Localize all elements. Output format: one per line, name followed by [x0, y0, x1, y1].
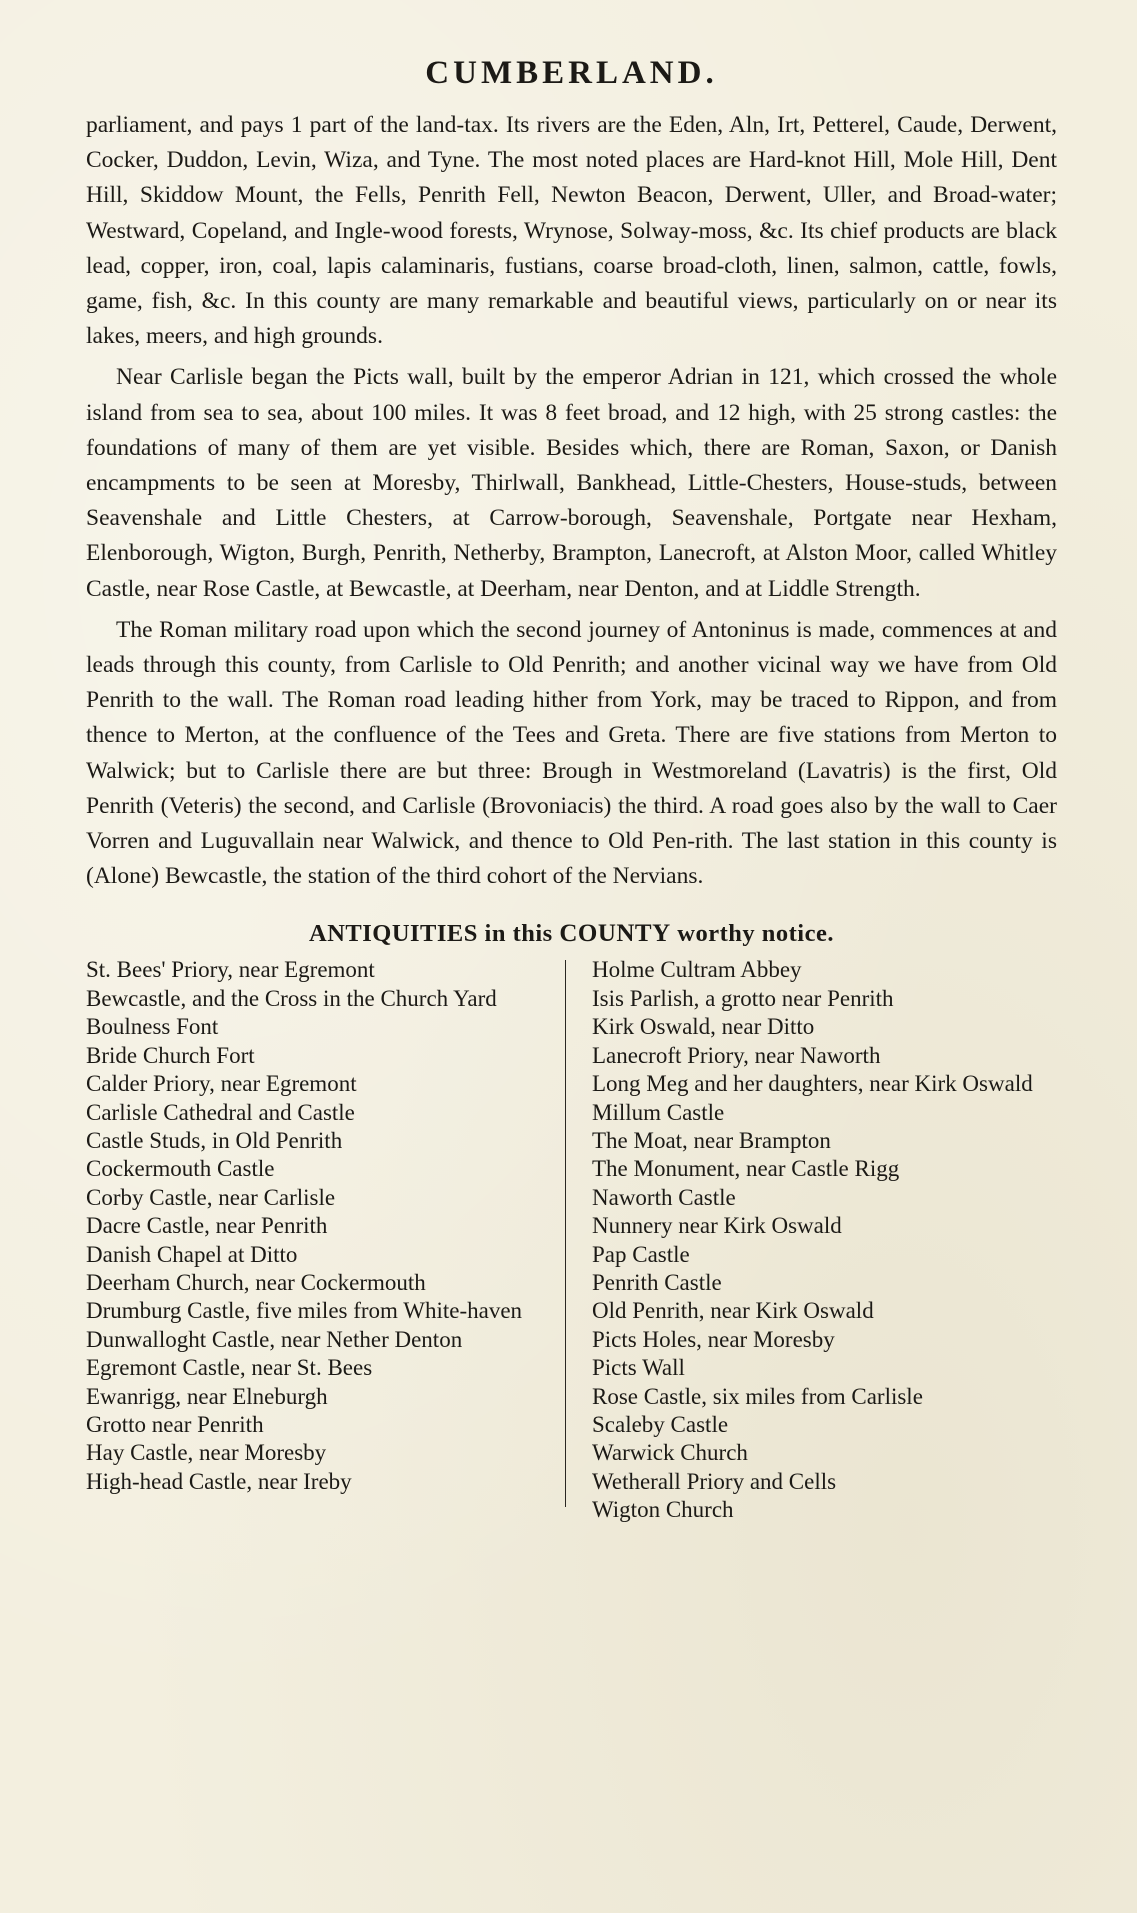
list-item: Bride Church Fort [86, 1042, 255, 1068]
list-item: Calder Priory, near Egremont [86, 1071, 357, 1097]
list-item: Kirk Oswald, near Ditto [592, 1014, 815, 1040]
list-item: Picts Holes, near Moresby [592, 1326, 835, 1352]
list-item: The Moat, near Brampton [592, 1127, 831, 1153]
paragraph: parliament, and pays 1 part of the land-tax. Its rivers are the Eden, Aln, Irt, Petterel, Caude, Derwent, Cocker, Duddon, Levin, Wiza, and Tyne. The most noted places are Hard-knot Hill, Mole Hill, Dent Hill, Skiddow Mount, the Fells, Penrith Fell, Newton Beacon, Derwent, Uller, and Broad-water; Westward, Copeland, and Ingle-wood forests, Wrynose, Solway-moss, &c. Its chief products are black lead, copper, iron, coal, lapis calaminaris, fustians, coarse broad-cloth, linen, salmon, cattle, fowls, game, fish, &c. In this county are many remarkable and beautiful views, particularly on or near its lakes, meers, and high grounds. [86, 112, 1057, 350]
list-item: Lanecroft Priory, near Naworth [592, 1042, 881, 1068]
list-item: Carlisle Cathedral and Castle [86, 1099, 355, 1125]
list-item: Egremont Castle, near St. Bees [86, 1355, 373, 1381]
list-item: Naworth Castle [592, 1184, 736, 1210]
list-item: Holme Cultram Abbey [592, 957, 802, 983]
list-item: Dunwalloght Castle, near Nether Denton [86, 1326, 463, 1352]
antiquities-heading-caps: COUNTY [559, 920, 671, 948]
list-item: High-head Castle, near Ireby [86, 1468, 352, 1494]
antiquities-columns [86, 956, 1057, 1524]
list-item: Pap Castle [592, 1241, 690, 1267]
list-item: Corby Castle, near Carlisle [86, 1184, 336, 1210]
list-item: Long Meg and her daughters, near Kirk Oswald [592, 1071, 1033, 1097]
list-item: Warwick Church [592, 1440, 748, 1466]
antiquities-heading-pre: ANTIQUITIES in this [309, 920, 560, 948]
list-item: Millum Castle [592, 1099, 725, 1125]
list-item: Hay Castle, near Moresby [86, 1440, 327, 1466]
list-item: Isis Parlish, a grotto near Penrith [592, 985, 894, 1011]
list-item: Cockermouth Castle [86, 1156, 275, 1182]
list-item: Picts Wall [592, 1355, 685, 1381]
list-item: Boulness Font [86, 1014, 219, 1040]
list-item: Scaleby Castle [592, 1411, 729, 1437]
antiquities-list-left [86, 956, 565, 1524]
list-item: Danish Chapel at Ditto [86, 1241, 298, 1267]
list-item: St. Bees' Priory, near Egremont [86, 957, 375, 983]
list-item: Penrith Castle [592, 1269, 722, 1295]
antiquities-list-right [566, 956, 1057, 1524]
paragraph: The Roman military road upon which the second journey of Antoninus is made, commences at and leads through this county, from Carlisle to Old Penrith; and another vicinal way we have from Old Penrith to the wall. The Roman road leading hither from York, may be traced to Rippon, and from thence to Merton, at the confluence of the Tees and Greta. There are five stations from Merton to Walwick; but to Carlisle there are but three: Brough in Westmoreland (Lavatris) is the first, Old Penrith (Veteris) the second, and Carlisle (Brovoniacis) the third. A road goes also by the wall to Caer Vorren and Luguvallain near Walwick, and thence to Old Pen-rith. The last station in this county is (Alone) Bewcastle, the station of the third cohort of the Nervians. [86, 616, 1057, 890]
list-item: Old Penrith, near Kirk Oswald [592, 1298, 874, 1324]
list-item: Deerham Church, near Cockermouth [86, 1269, 426, 1295]
antiquities-heading [86, 920, 1057, 948]
antiquities-heading-post: worthy notice. [670, 920, 834, 948]
list-item: Rose Castle, six miles from Carlisle [592, 1383, 923, 1409]
list-item: Drumburg Castle, five miles from White-haven [86, 1298, 523, 1324]
paragraph: Near Carlisle began the Picts wall, built by the emperor Adrian in 121, which crossed the whole island from sea to sea, about 100 miles. It was 8 feet broad, and 12 high, with 25 strong castles: the foundations of many of them are yet visible. Besides which, there are Roman, Saxon, or Danish encampments to be seen at Moresby, Thirlwall, Bankhead, Little-Chesters, House-studs, between Seavenshale and Little Chesters, at Carrow-borough, Seavenshale, Portgate near Hexham, Elenborough, Wigton, Burgh, Penrith, Netherby, Brampton, Lanecroft, at Alston Moor, called Whitley Castle, near Rose Castle, at Bewcastle, at Deerham, near Denton, and at Liddle Strength. [86, 364, 1057, 602]
page-title: CUMBERLAND. [425, 55, 718, 91]
list-item: Dacre Castle, near Penrith [86, 1213, 328, 1239]
list-item: Wetherall Priory and Cells [592, 1468, 837, 1494]
list-item: Ewanrigg, near Elneburgh [86, 1383, 328, 1409]
list-item: Bewcastle, and the Cross in the Church Yard [86, 985, 497, 1011]
list-item: Grotto near Penrith [86, 1411, 264, 1437]
list-item: Wigton Church [592, 1497, 734, 1523]
body-text [86, 108, 1057, 894]
list-item: Castle Studs, in Old Penrith [86, 1127, 343, 1153]
list-item: Nunnery near Kirk Oswald [592, 1213, 842, 1239]
list-item: The Monument, near Castle Rigg [592, 1156, 900, 1182]
